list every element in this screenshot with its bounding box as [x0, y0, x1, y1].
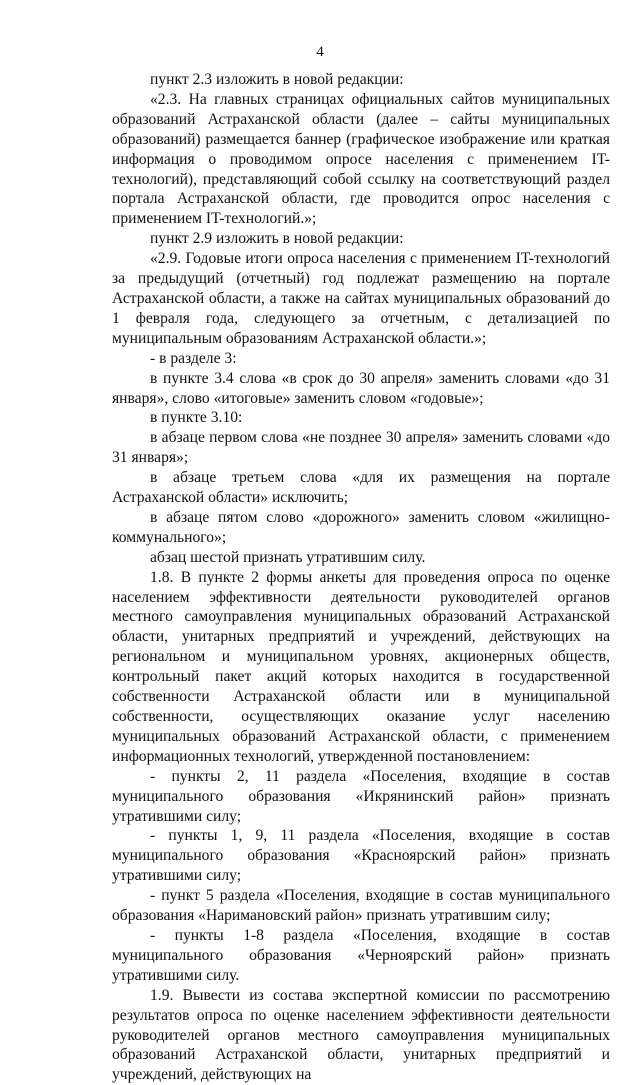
paragraph-chernoyarsky: - пункты 1-8 раздела «Поселения, входящие в состав муниципального образования «Черноярский район» признать утратившими силу. [112, 926, 610, 984]
paragraph-item-2-3-header: пункт 2.3 изложить в новой редакции: [150, 71, 404, 88]
paragraph-ikryaninsky: - пункты 2, 11 раздела «Поселения, входящие в состав муниципального образования «Икрянинский район» признать утратившими силу; [112, 767, 610, 825]
paragraph-item-2-9-header: пункт 2.9 изложить в новой редакции: [150, 230, 404, 248]
paragraph-item-1-9: 1.9. Вывести из состава экспертной комиссии по рассмотрению результатов опроса по оценке населением эффективности деятельности руководителей органов местного самоуправления муниципальных образований Астраханской области, унитарных предприятий и учреждений, действующих на [112, 986, 610, 1084]
paragraph-item-2-3-text: «2.3. На главных страницах официальных сайтов муниципальных образований Астраханской области (далее – сайты муниципальных образований) размещается баннер (графическое изображение или краткая информация о проводимом опросе населения с применением IT-технологий), представляющий собой ссылку на соответствующий раздел портала Астраханской области, где проводится опрос населения с применением IT-технологий.»; [112, 90, 610, 228]
document-body [112, 70, 610, 1085]
paragraph-section-3: - в разделе 3: [150, 349, 237, 367]
paragraph-item-3-10: в пункте 3.10: [150, 409, 243, 427]
paragraph-item-1-8: 1.8. В пункте 2 формы анкеты для проведения опроса по оценке населением эффективности деятельности руководителей органов местного самоуправления муниципальных образований Астраханской области, унитарных предприятий и учреждений, действующих на региональном и муниципальном уровнях, акционерных обществ, контрольный пакет акций которых находится в государственной собственности Астраханской области или в муниципальной собственности, осуществляющих оказание услуг населению муниципальных образований Астраханской области, с применением информационных технологий, утвержденной постановлением: [112, 568, 610, 765]
paragraph-item-2-9-text: «2.9. Годовые итоги опроса населения с применением IT-технологий за предыдущий (отчетный) год подлежат размещению на портале Астраханской области, а также на сайтах муниципальных образований до 1 февраля года, следующего за отчетным, с детализацией по муниципальным образованиям Астраханской области.»; [112, 250, 610, 347]
paragraph-abzac-5: в абзаце пятом слово «дорожного» заменить словом «жилищно-коммунального»; [112, 508, 610, 546]
paragraph-abzac-6: абзац шестой признать утратившим силу. [150, 548, 426, 566]
paragraph-item-3-4: в пункте 3.4 слова «в срок до 30 апреля» заменить словами «до 31 января», слово «итоговые» заменить словом «годовые»; [112, 369, 610, 407]
paragraph-narimanovsky: - пункт 5 раздела «Поселения, входящие в состав муниципального образования «Наримановский район» признать утратившим силу; [112, 887, 610, 925]
page-number: 4 [316, 44, 324, 60]
paragraph-abzac-1: в абзаце первом слова «не позднее 30 апреля» заменить словами «до 31 января»; [112, 429, 610, 467]
paragraph-abzac-3: в абзаце третьем слова «для их размещения на портале Астраханской области» исключить; [112, 469, 610, 507]
paragraph-krasnoyarsky: - пункты 1, 9, 11 раздела «Поселения, входящие в состав муниципального образования «Красноярский район» признать утратившими силу; [112, 827, 610, 885]
